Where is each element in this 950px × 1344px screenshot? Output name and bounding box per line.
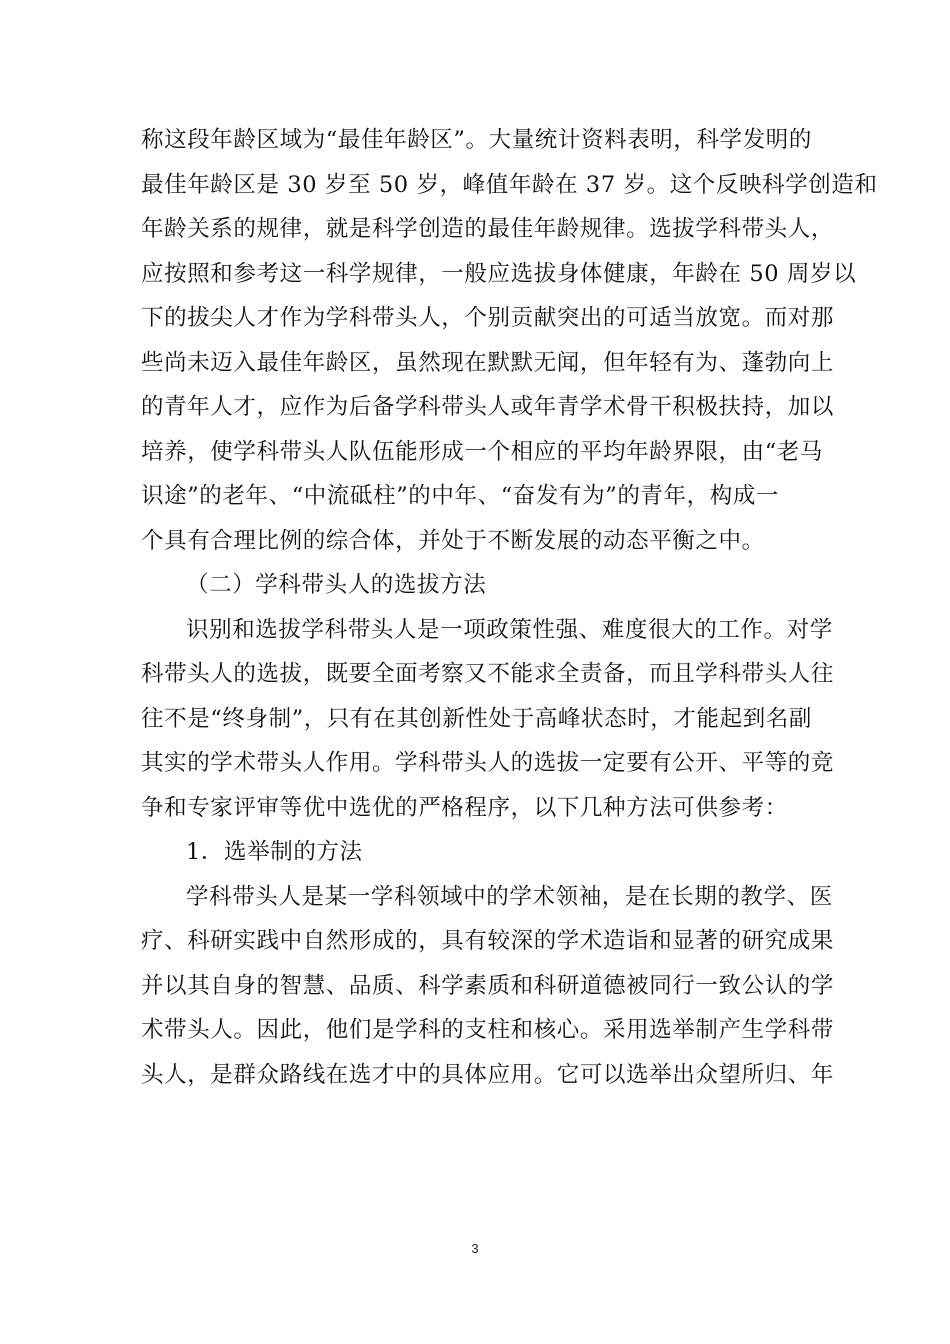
text-line: 称这段年龄区域为“最佳年龄区”。大量统计资料表明，科学发明的 bbox=[141, 127, 813, 153]
text-line: 疗、科研实践中自然形成的，具有较深的学术造诣和显著的研究成果 bbox=[141, 928, 835, 954]
text-line: 其实的学术带头人作用。学科带头人的选拔一定要有公开、平等的竞 bbox=[141, 750, 835, 776]
page-number: 3 bbox=[471, 1241, 479, 1256]
document-body bbox=[141, 118, 878, 1097]
text-line: 个具有合理比例的综合体，并处于不断发展的动态平衡之中。 bbox=[141, 527, 765, 554]
subsection-heading: 1．选举制的方法 bbox=[186, 839, 363, 865]
text-line: 识途”的老年、“中流砥柱”的中年、“奋发有为”的青年，构成一 bbox=[141, 483, 780, 509]
paragraph-election-method bbox=[141, 875, 835, 1098]
text-line: 识别和选拔学科带头人是一项政策性强、难度很大的工作。对学 bbox=[186, 616, 833, 643]
text-line: 培养，使学科带头人队伍能形成一个相应的平均年龄界限，由“老马 bbox=[141, 438, 824, 465]
text-line: 往不是“终身制”，只有在其创新性处于高峰状态时，才能起到名副 bbox=[141, 705, 813, 732]
paragraph-selection-overview bbox=[141, 608, 835, 831]
section-heading: （二）学科带头人的选拔方法 bbox=[186, 572, 487, 598]
text-line: 科带头人的选拔，既要全面考察又不能求全责备，而且学科带头人往 bbox=[141, 661, 835, 687]
text-line: 争和专家评审等优中选优的严格程序，以下几种方法可供参考： bbox=[141, 794, 788, 821]
text-line: 术带头人。因此，他们是学科的支柱和核心。采用选举制产生学科带 bbox=[141, 1017, 835, 1043]
text-line: 的青年人才，应作为后备学科带头人或年青学术骨干积极扶持，加以 bbox=[141, 394, 835, 420]
text-line: 年龄关系的规律，就是科学创造的最佳年龄规律。选拔学科带头人， bbox=[141, 216, 835, 242]
section-heading-selection-methods bbox=[141, 563, 831, 608]
text-line: 下的拔尖人才作为学科带头人，个别贡献突出的可适当放宽。而对那 bbox=[141, 305, 835, 331]
text-line: 学科带头人是某一学科领域中的学术领袖，是在长期的教学、医 bbox=[186, 883, 833, 910]
text-line: 并以其自身的智慧、品质、科学素质和科研道德被同行一致公认的学 bbox=[141, 972, 835, 999]
paragraph-best-age-region bbox=[141, 118, 878, 563]
text-line: 最佳年龄区是 30 岁至 50 岁，峰值年龄在 37 岁。这个反映科学创造和 bbox=[141, 171, 878, 198]
subheading-election-method bbox=[141, 830, 831, 875]
text-line: 些尚未迈入最佳年龄区，虽然现在默默无闻，但年轻有为、蓬勃向上 bbox=[141, 349, 835, 376]
text-line: 头人，是群众路线在选才中的具体应用。它可以选举出众望所归、年 bbox=[141, 1061, 835, 1088]
text-line: 应按照和参考这一科学规律，一般应选拔身体健康，年龄在 50 周岁以 bbox=[141, 260, 857, 287]
